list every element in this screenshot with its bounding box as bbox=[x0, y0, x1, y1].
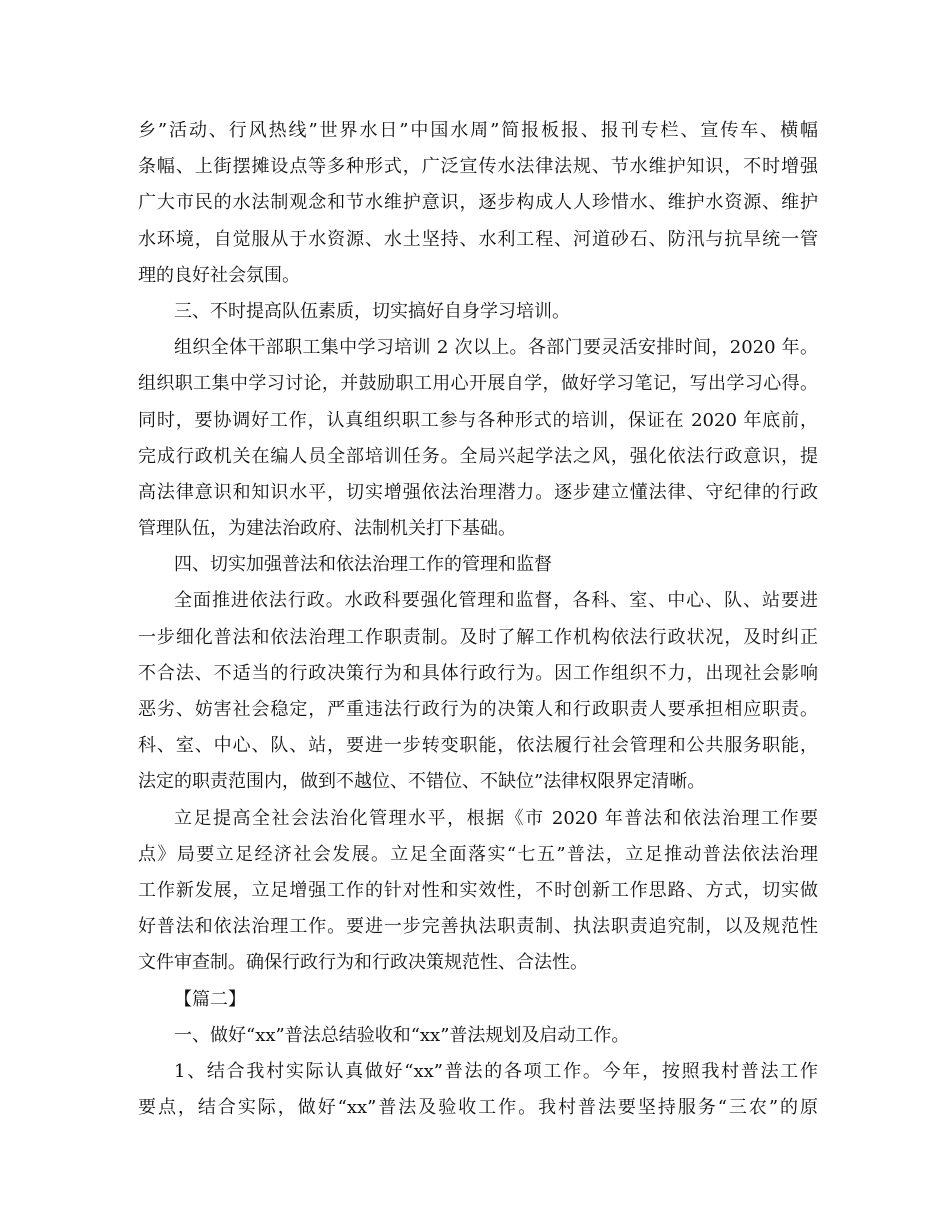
text-line: 组织职工集中学习讨论，并鼓励职工用心开展自学，做好学习笔记，写出学习心得。 bbox=[138, 373, 818, 395]
text-line: 工作新发展，立足增强工作的针对性和实效性，不时创新工作思路、方式，切实做 bbox=[138, 879, 818, 901]
text-line: 条幅、上街摆摊设点等多种形式，广泛宣传水法律法规、节水维护知识，不时增强 bbox=[138, 156, 818, 178]
text-line: 完成行政机关在编人员全部培训任务。全局兴起学法之风，强化依法行政意识，提 bbox=[138, 445, 818, 467]
text-line: 要点，结合实际，做好“xx”普法及验收工作。我村普法要坚持服务“三农”的原 bbox=[138, 1097, 818, 1119]
section-heading: 四、切实加强普法和依法治理工作的管理和监督 bbox=[174, 554, 552, 576]
text-line: 恶劣、妨害社会稳定，严重违法行政行为的决策人和行政职责人要承担相应职责。 bbox=[138, 699, 818, 720]
text-line: 科、室、中心、队、站，要进一步转变职能，依法履行社会管理和公共服务职能， bbox=[138, 735, 818, 757]
section-heading: 三、不时提高队伍素质，切实搞好自身学习培训。 bbox=[174, 300, 570, 322]
text-line: 广大市民的水法制观念和节水维护意识，逐步构成人人珍惜水、维护水资源、维护 bbox=[138, 192, 818, 214]
text-line: 乡”活动、行风热线”世界水日”中国水周”简报板报、报刊专栏、宣传车、横幅 bbox=[138, 120, 818, 141]
text-line: 理的良好社会氛围。 bbox=[138, 264, 300, 286]
text-line: 文件审查制。确保行政行为和行政决策规范性、合法性。 bbox=[138, 952, 588, 974]
text-line: 一步细化普法和依法治理工作职责制。及时了解工作机构依法行政状况，及时纠正 bbox=[138, 626, 818, 648]
text-line: 高法律意识和知识水平，切实增强依法治理潜力。逐步建立懂法律、守纪律的行政 bbox=[138, 481, 818, 503]
part-heading: 【篇二】 bbox=[174, 988, 246, 1010]
text-line: 法定的职责范围内，做到不越位、不错位、不缺位”法律权限界定清晰。 bbox=[138, 771, 706, 793]
text-line: 管理队伍，为建法治政府、法制机关打下基础。 bbox=[138, 518, 516, 540]
text-line: 点》局要立足经济社会发展。立足全面落实“七五”普法，立足推动普法依法治理 bbox=[138, 843, 818, 865]
document-body bbox=[138, 113, 818, 1126]
text-line: 组织全体干部职工集中学习培训 2 次以上。各部门要灵活安排时间，2020 年。 bbox=[174, 337, 818, 359]
text-line: 水环境，自觉服从于水资源、水土坚持、水利工程、河道砂石、防汛与抗旱统一管 bbox=[138, 228, 818, 250]
text-line: 1、结合我村实际认真做好“xx”普法的各项工作。今年，按照我村普法工作 bbox=[174, 1060, 818, 1082]
text-line: 好普法和依法治理工作。要进一步完善执法职责制、执法职责追究制，以及规范性 bbox=[138, 916, 818, 938]
text-line: 全面推进依法行政。水政科要强化管理和监督，各科、室、中心、队、站要进 bbox=[174, 590, 818, 612]
text-line: 不合法、不适当的行政决策行为和具体行政行为。因工作组织不力，出现社会影响 bbox=[138, 662, 818, 684]
text-line: 立足提高全社会法治化管理水平，根据《市 2020 年普法和依法治理工作要 bbox=[174, 807, 818, 829]
section-heading: 一、做好“xx”普法总结验收和“xx”普法规划及启动工作。 bbox=[174, 1024, 630, 1046]
text-line: 同时，要协调好工作，认真组织职工参与各种形式的培训，保证在 2020 年底前， bbox=[138, 409, 818, 431]
